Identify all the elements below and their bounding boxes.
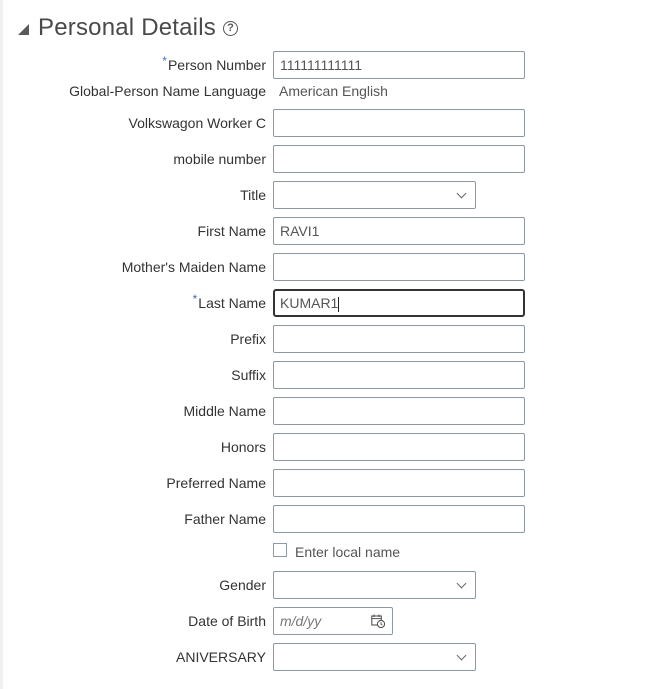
section-title: Personal Details — [38, 14, 216, 41]
last-name-label: *Last Name — [192, 292, 266, 311]
first-name-input[interactable]: RAVI1 — [273, 217, 525, 245]
enter-local-name-label[interactable]: Enter local name — [295, 544, 401, 560]
mothers-maiden-name-row — [0, 253, 655, 281]
suffix-label: Suffix — [231, 367, 266, 383]
volkswagen-worker-row — [0, 109, 655, 137]
middle-name-input[interactable] — [273, 397, 525, 425]
aniversary-label: ANIVERSARY — [176, 649, 266, 665]
name-language-label: Global-Person Name Language — [69, 83, 266, 99]
name-language-value: American English — [279, 83, 388, 99]
mobile-number-row — [0, 145, 655, 173]
person-number-row — [0, 51, 655, 79]
suffix-input[interactable] — [273, 361, 525, 389]
gender-row — [0, 571, 655, 599]
required-marker: * — [192, 292, 198, 306]
chevron-down-icon — [457, 579, 467, 589]
prefix-row — [0, 325, 655, 353]
gender-label: Gender — [219, 577, 266, 593]
name-language-row — [0, 77, 655, 105]
title-label: Title — [240, 187, 266, 203]
title-row — [0, 181, 655, 209]
last-name-row — [0, 289, 655, 317]
middle-name-label: Middle Name — [183, 403, 266, 419]
required-marker: * — [162, 54, 167, 68]
gender-select[interactable] — [273, 571, 476, 599]
last-name-input[interactable]: KUMAR1 — [273, 289, 525, 317]
mothers-maiden-name-label: Mother's Maiden Name — [121, 259, 266, 275]
chevron-down-icon — [457, 189, 467, 199]
mobile-number-input[interactable] — [273, 145, 525, 173]
volkswagen-worker-label: Volkswagon Worker C — [128, 115, 266, 131]
date-of-birth-label: Date of Birth — [188, 613, 266, 629]
preferred-name-row — [0, 469, 655, 497]
first-name-row — [0, 217, 655, 245]
help-icon[interactable]: ? — [223, 21, 238, 36]
date-of-birth-row — [0, 607, 655, 635]
middle-name-row — [0, 397, 655, 425]
preferred-name-input[interactable] — [273, 469, 525, 497]
mobile-number-label: mobile number — [173, 151, 266, 167]
suffix-row — [0, 361, 655, 389]
prefix-input[interactable] — [273, 325, 525, 353]
prefix-label: Prefix — [230, 331, 266, 347]
preferred-name-label: Preferred Name — [166, 475, 266, 491]
father-name-row — [0, 505, 655, 533]
first-name-label: First Name — [197, 223, 266, 239]
mothers-maiden-name-input[interactable] — [273, 253, 525, 281]
collapse-icon[interactable] — [18, 24, 29, 35]
calendar-icon[interactable] — [371, 614, 385, 628]
honors-label: Honors — [220, 439, 266, 455]
honors-input[interactable] — [273, 433, 525, 461]
father-name-input[interactable] — [273, 505, 525, 533]
person-number-input[interactable]: 111111111111 — [273, 51, 525, 79]
aniversary-select[interactable] — [273, 643, 476, 671]
chevron-down-icon — [457, 651, 467, 661]
enter-local-name-checkbox[interactable] — [273, 543, 287, 557]
title-select[interactable] — [273, 181, 476, 209]
enter-local-name-row — [0, 537, 655, 565]
aniversary-row — [0, 643, 655, 671]
date-of-birth-input[interactable] — [273, 607, 393, 635]
father-name-label: Father Name — [184, 511, 266, 527]
person-number-label: *Person Number — [162, 54, 266, 73]
section-header — [18, 12, 238, 44]
honors-row — [0, 433, 655, 461]
date-of-birth-placeholder: m/d/yy — [280, 613, 322, 629]
text-cursor — [338, 297, 339, 312]
volkswagen-worker-input[interactable] — [273, 109, 525, 137]
